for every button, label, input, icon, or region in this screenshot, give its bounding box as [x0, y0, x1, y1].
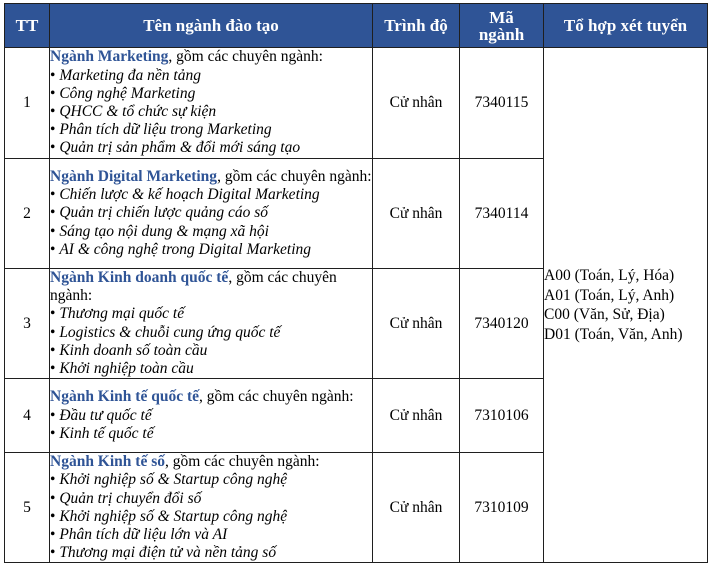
combo-item: A00 (Toán, Lý, Hóa) [544, 267, 675, 285]
program-code: 7340120 [460, 269, 544, 379]
specialization-item: • Logistics & chuỗi cung ứng quốc tế [50, 324, 372, 342]
combo-item: C00 (Văn, Sử, Địa) [544, 306, 665, 324]
header-name: Tên ngành đào tạo [50, 4, 373, 48]
combo-item: A01 (Toán, Lý, Anh) [544, 286, 675, 304]
header-code-line2: ngành [478, 24, 525, 44]
specialization-item: • QHCC & tổ chức sự kiện [50, 103, 372, 121]
header-tt: TT [5, 4, 50, 48]
row-number: 1 [5, 48, 50, 159]
degree-level: Cử nhân [373, 48, 460, 159]
major-suffix: , gồm các chuyên ngành: [50, 269, 337, 305]
specialization-item: • Kinh tế quốc tế [50, 425, 372, 443]
specialization-list [50, 67, 372, 158]
major-suffix: , gồm các chuyên ngành: [165, 453, 320, 471]
specialization-item: • Quản trị chiến lược quảng cáo số [50, 204, 372, 222]
header-row [5, 4, 708, 48]
specialization-item: • Quản trị sản phẩm & đổi mới sáng tạo [50, 139, 372, 157]
major-name: Ngành Kinh doanh quốc tế [50, 269, 229, 286]
specialization-item: • Khởi nghiệp số & Startup công nghệ [50, 508, 372, 526]
major-suffix: , gồm các chuyên ngành: [199, 388, 354, 406]
admission-combos [544, 48, 708, 563]
row-number: 4 [5, 379, 50, 453]
programs-table [4, 3, 708, 563]
specialization-item: • Chiến lược & kế hoạch Digital Marketing [50, 186, 372, 204]
specialization-item: • Kinh doanh số toàn cầu [50, 342, 372, 360]
row-number: 2 [5, 159, 50, 269]
major-name: Ngành Marketing [50, 48, 169, 66]
row-number: 5 [5, 453, 50, 563]
specialization-item: • AI & công nghệ trong Digital Marketing [50, 241, 372, 259]
major-name: Ngành Kinh tế số [50, 453, 165, 471]
degree-level: Cử nhân [373, 379, 460, 453]
specialization-item: • Khởi nghiệp số & Startup công nghệ [50, 471, 372, 489]
combo-item: D01 (Toán, Văn, Anh) [544, 325, 683, 343]
specialization-item: • Marketing đa nền tảng [50, 67, 372, 85]
specialization-item: • Công nghệ Marketing [50, 85, 372, 103]
specialization-item: • Đầu tư quốc tế [50, 407, 372, 425]
specialization-list [50, 407, 372, 443]
program-code: 7340114 [460, 159, 544, 269]
header-code-line1: Mã [489, 7, 514, 27]
program-code: 7340115 [460, 48, 544, 159]
program-cell [50, 379, 373, 453]
program-cell [50, 269, 373, 379]
row-number: 3 [5, 269, 50, 379]
degree-level: Cử nhân [373, 453, 460, 563]
specialization-item: • Phân tích dữ liệu trong Marketing [50, 121, 372, 139]
header-code [460, 4, 544, 48]
header-level: Trình độ [373, 4, 460, 48]
major-name: Ngành Digital Marketing [50, 167, 218, 185]
program-cell [50, 453, 373, 563]
specialization-item: • Thương mại quốc tế [50, 305, 372, 323]
program-cell [50, 159, 373, 269]
program-code: 7310106 [460, 379, 544, 453]
specialization-list [50, 186, 372, 259]
major-name: Ngành Kinh tế quốc tế [50, 388, 199, 406]
degree-level: Cử nhân [373, 159, 460, 269]
specialization-item: • Phân tích dữ liệu lớn và AI [50, 526, 372, 544]
specialization-item: • Thương mại điện tử và nền tảng số [50, 544, 372, 562]
specialization-list [50, 305, 372, 378]
table-row [5, 48, 708, 159]
major-suffix: , gồm các chuyên ngành: [168, 48, 323, 66]
specialization-item: • Khởi nghiệp toàn cầu [50, 360, 372, 378]
major-suffix: , gồm các chuyên ngành: [217, 167, 372, 185]
specialization-item: • Sáng tạo nội dung & mạng xã hội [50, 223, 372, 241]
program-code: 7310109 [460, 453, 544, 563]
program-cell [50, 48, 373, 159]
specialization-item: • Quản trị chuyển đổi số [50, 490, 372, 508]
header-combos: Tổ hợp xét tuyển [544, 4, 708, 48]
specialization-list [50, 471, 372, 562]
degree-level: Cử nhân [373, 269, 460, 379]
